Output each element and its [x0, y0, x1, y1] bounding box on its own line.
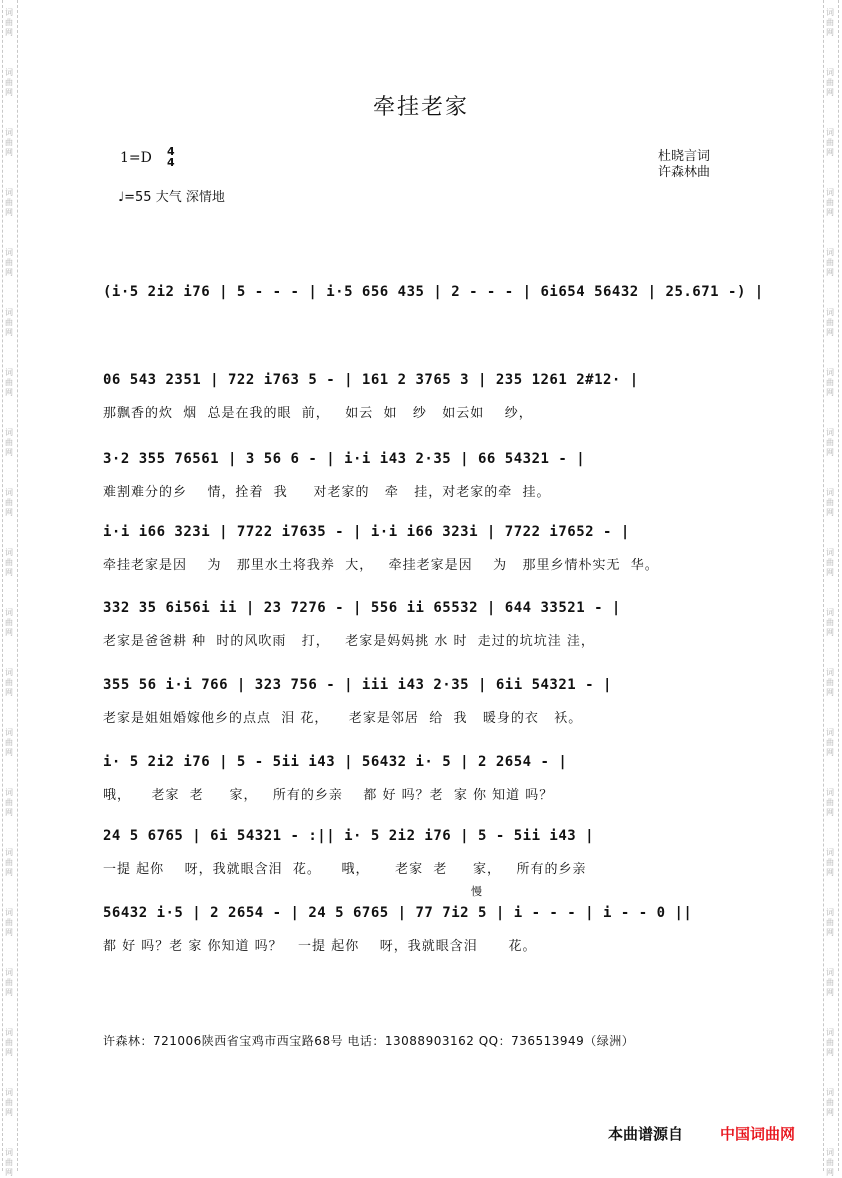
line-lyrics: 一提 起你 呀，我就眼含泪 花。 哦， 老家 老 家， 所有的乡亲 — [103, 862, 587, 877]
composer-credit: 许森林曲 — [658, 165, 711, 180]
watermark-text: 词 曲 网 — [826, 968, 834, 997]
line-notes: 56432 i·5 | 2 2654 - | 24 5 6765 | 77 7i2 5 | i - - - | i - - 0 || — [103, 905, 693, 921]
watermark-text: 词 曲 网 — [5, 608, 13, 637]
watermark-text: 词 曲 网 — [826, 728, 834, 757]
watermark-text: 词 曲 网 — [5, 8, 13, 37]
watermark-text: 词 曲 网 — [826, 308, 834, 337]
time-signature-bottom: 4 — [167, 156, 175, 169]
line-notes: 06 543 2351 | 722 i763 5 - | 161 2 3765 3 | 235 1261 2#12· | — [103, 372, 639, 388]
watermark-text: 词 曲 网 — [5, 128, 13, 157]
watermark-text: 词 曲 网 — [5, 848, 13, 877]
watermark-text: 词 曲 网 — [5, 488, 13, 517]
score-line-7 — [103, 828, 743, 886]
score-line-6 — [103, 754, 743, 812]
line-notes: 332 35 6i56i ii | 23 7276 - | 556 ii 65532 | 644 33521 - | — [103, 600, 621, 616]
watermark-text: 词 曲 网 — [826, 68, 834, 97]
watermark-text: 词 曲 网 — [5, 548, 13, 577]
line-lyrics: 难割难分的乡 情，拴着 我 对老家的 牵 挂，对老家的牵 挂。 — [103, 485, 551, 500]
line-lyrics: 都 好 吗？老 家 你知道 吗？ 一提 起你 呀，我就眼含泪 花。 — [103, 939, 537, 954]
watermark-text: 词 曲 网 — [5, 188, 13, 217]
score-line-3 — [103, 524, 743, 582]
watermark-text: 词 曲 网 — [826, 788, 834, 817]
line-lyrics: 牵挂老家是因 为 那里水土将我养 大， 牵挂老家是因 为 那里乡情朴实无 华。 — [103, 558, 659, 573]
intro-notes: (i·5 2i2 i76 | 5 - - - | i·5 656 435 | 2 - - - | 6i654 56432 | 25.671 -) | — [103, 284, 764, 300]
watermark-text: 词 曲 网 — [826, 488, 834, 517]
line-notes: 24 5 6765 | 6i 54321 - :|| i· 5 2i2 i76 | 5 - 5ii i43 | — [103, 828, 595, 844]
line-notes: i·i i66 323i | 7722 i7635 - | i·i i66 323i | 7722 i7652 - | — [103, 524, 630, 540]
watermark-text: 词 曲 网 — [5, 428, 13, 457]
key-signature: 1=D — [120, 150, 152, 166]
watermark-text: 词 曲 网 — [826, 608, 834, 637]
watermark-text: 词 曲 网 — [826, 1148, 834, 1177]
source-site-link[interactable]: 中国词曲网 — [720, 1125, 796, 1143]
source-label: 本曲谱源自 — [608, 1125, 684, 1143]
time-signature-top: 4 — [167, 145, 175, 158]
line-notes: 355 56 i·i 766 | 323 756 - | iii i43 2·35 | 6ii 54321 - | — [103, 677, 612, 693]
watermark-text: 词 曲 网 — [5, 668, 13, 697]
watermark-text: 词 曲 网 — [5, 788, 13, 817]
watermark-text: 词 曲 网 — [5, 1148, 13, 1177]
watermark-text: 词 曲 网 — [5, 68, 13, 97]
intro-line — [103, 284, 764, 342]
line-notes: 3·2 355 76561 | 3 56 6 - | i·i i43 2·35 | 66 54321 - | — [103, 451, 586, 467]
line-lyrics: 哦， 老家 老 家， 所有的乡亲 都 好 吗？老 家 你 知道 吗？ — [103, 788, 554, 803]
score-line-4 — [103, 600, 743, 658]
line-lyrics: 老家是爸爸耕 种 时的风吹雨 打， 老家是妈妈挑 水 时 走过的坑坑洼 洼， — [103, 634, 595, 649]
watermark-text: 词 曲 网 — [826, 548, 834, 577]
watermark-text: 词 曲 网 — [5, 368, 13, 397]
song-title: 牵挂老家 — [372, 95, 469, 120]
watermark-text: 词 曲 网 — [826, 1028, 834, 1057]
time-signature — [167, 146, 175, 168]
watermark-text: 词 曲 网 — [826, 1088, 834, 1117]
watermark-text: 词 曲 网 — [826, 128, 834, 157]
score-line-2 — [103, 451, 743, 509]
line-lyrics: 老家是姐姐婚嫁他乡的点点 泪 花， 老家是邻居 给 我 暖身的衣 袄。 — [103, 711, 583, 726]
line-notes: i· 5 2i2 i76 | 5 - 5ii i43 | 56432 i· 5 | 2 2654 - | — [103, 754, 568, 770]
watermark-text: 词 曲 网 — [5, 248, 13, 277]
watermark-text: 词 曲 网 — [5, 968, 13, 997]
watermark-text: 词 曲 网 — [5, 308, 13, 337]
watermark-text: 词 曲 网 — [826, 8, 834, 37]
watermark-text: 词 曲 网 — [826, 368, 834, 397]
watermark-text: 词 曲 网 — [5, 1028, 13, 1057]
watermark-text: 词 曲 网 — [826, 848, 834, 877]
watermark-text: 词 曲 网 — [826, 908, 834, 937]
score-line-8 — [103, 905, 743, 963]
watermark-text: 词 曲 网 — [826, 248, 834, 277]
contact-footer: 许森林：721006陕西省宝鸡市西宝路68号 电话：13088903162 QQ：736513949（绿洲） — [103, 1034, 635, 1048]
score-line-5 — [103, 677, 743, 735]
watermark-text: 词 曲 网 — [5, 1088, 13, 1117]
watermark-text: 词 曲 网 — [826, 668, 834, 697]
tempo-slow-marking: 慢 — [471, 885, 482, 898]
lyricist-credit: 杜晓言词 — [658, 149, 711, 164]
line-lyrics: 那飘香的炊 烟 总是在我的眼 前， 如云 如 纱 如云如 纱， — [103, 406, 533, 421]
watermark-text: 词 曲 网 — [826, 428, 834, 457]
watermark-text: 词 曲 网 — [5, 728, 13, 757]
watermark-text: 词 曲 网 — [5, 908, 13, 937]
tempo-marking: ♩=55 大气 深情地 — [118, 190, 225, 205]
score-line-1 — [103, 372, 743, 430]
watermark-text: 词 曲 网 — [826, 188, 834, 217]
